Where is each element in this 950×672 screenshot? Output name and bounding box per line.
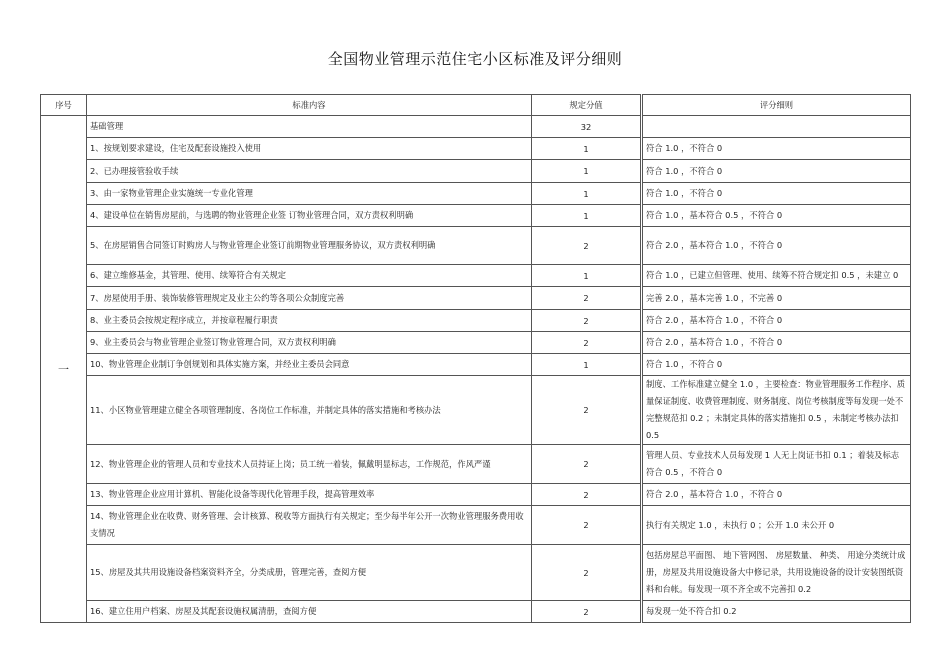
table-row [41, 205, 911, 227]
row-score: 1 [532, 354, 642, 376]
row-score: 1 [532, 183, 642, 205]
row-content: 1、按规划要求建设，住宅及配套设施投入使用 [87, 138, 532, 160]
row-score: 32 [532, 116, 642, 138]
row-score: 2 [532, 445, 642, 484]
row-rule: 包括房屋总平面图、 地下管网图、 房屋数量、 种类、 用途分类统计成册，房屋及共用设施设备大中修记录，共用设施设备的设计安装图纸资料和台帐。每发现一项不齐全或不完善扣 0.2 [642, 545, 911, 601]
row-rule: 制度、工作标准建立健全 1.0 ，主要检查：物业管理服务工作程序、质量保证制度、收费管理制度、财务制度、岗位考核制度等每发现一处不完整规范扣 0.2 ；未制定具体的落实措施扣 0.5 ，未制定考核办法扣 0.5 [642, 376, 911, 445]
row-rule: 符合 1.0 ，不符合 0 [642, 354, 911, 376]
table-row [41, 265, 911, 287]
table-row [41, 376, 911, 445]
row-score: 2 [532, 310, 642, 332]
header-row [41, 95, 911, 116]
row-content: 11、小区物业管理建立健全各项管理制度、各岗位工作标准，并制定具体的落实措施和考核办法 [87, 376, 532, 445]
row-rule: 符合 1.0 ，已建立但管理、使用、续筹不符合规定扣 0.5 ，未建立 0 [642, 265, 911, 287]
row-content: 7、房屋使用手册、装饰装修管理规定及业主公约等各项公众制度完善 [87, 287, 532, 310]
table-row [41, 332, 911, 354]
row-rule: 符合 1.0 ，不符合 0 [642, 138, 911, 160]
row-rule: 管理人员、专业技术人员每发现 1 人无上岗证书扣 0.1 ；着装及标志符合 0.5 ，不符合 0 [642, 445, 911, 484]
table-row [41, 138, 911, 160]
row-content: 15、房屋及其共用设施设备档案资料齐全，分类成册，管理完善，查阅方便 [87, 545, 532, 601]
row-rule: 符合 1.0 ，不符合 0 [642, 160, 911, 183]
row-content: 10、物业管理企业制订争创规划和具体实施方案，并经业主委员会同意 [87, 354, 532, 376]
row-score: 2 [532, 545, 642, 601]
row-content: 基础管理 [87, 116, 532, 138]
row-rule [642, 116, 911, 138]
table-row [41, 445, 911, 484]
row-score: 1 [532, 205, 642, 227]
table-row [41, 545, 911, 601]
row-content: 3、由一家物业管理企业实施统一专业化管理 [87, 183, 532, 205]
header-score: 规定分值 [532, 95, 642, 116]
row-rule: 符合 2.0 ，基本符合 1.0 ，不符合 0 [642, 332, 911, 354]
row-score: 2 [532, 227, 642, 265]
page-title: 全国物业管理示范住宅小区标准及评分细则 [327, 50, 623, 68]
row-rule: 符合 2.0 ，基本符合 1.0 ，不符合 0 [642, 310, 911, 332]
row-content: 9、业主委员会与物业管理企业签订物业管理合同，双方责权利明确 [87, 332, 532, 354]
row-rule: 符合 2.0 ，基本符合 1.0 ，不符合 0 [642, 484, 911, 506]
header-content: 标准内容 [87, 95, 532, 116]
table-row [41, 354, 911, 376]
table-row [41, 116, 911, 138]
row-rule: 执行有关规定 1.0 ，未执行 0 ；公开 1.0 未公开 0 [642, 506, 911, 545]
row-rule: 符合 2.0 ，基本符合 1.0 ，不符合 0 [642, 227, 911, 265]
row-score: 1 [532, 160, 642, 183]
row-score: 2 [532, 601, 642, 623]
row-content: 5、在房屋销售合同签订时购房人与物业管理企业签订前期物业管理服务协议，双方责权利明确 [87, 227, 532, 265]
header-seq: 序号 [41, 95, 87, 116]
row-score: 1 [532, 265, 642, 287]
row-content: 8、业主委员会按规定程序成立，并按章程履行职责 [87, 310, 532, 332]
table-row [41, 506, 911, 545]
row-rule: 符合 1.0 ，不符合 0 [642, 183, 911, 205]
row-content: 12、物业管理企业的管理人员和专业技术人员持证上岗；员工统一着装，佩戴明显标志，工作规范，作风严谨 [87, 445, 532, 484]
row-score: 2 [532, 506, 642, 545]
row-score: 2 [532, 484, 642, 506]
row-score: 2 [532, 287, 642, 310]
scoring-table [40, 94, 911, 623]
row-content: 2、已办理接管验收手续 [87, 160, 532, 183]
row-content: 4、建设单位在销售房屋前，与选聘的物业管理企业签 订物业管理合同，双方责权利明确 [87, 205, 532, 227]
row-rule: 每发现一处不符合扣 0.2 [642, 601, 911, 623]
row-rule: 符合 1.0 ，基本符合 0.5 ，不符合 0 [642, 205, 911, 227]
table-row [41, 160, 911, 183]
table-row [41, 287, 911, 310]
table-row [41, 183, 911, 205]
table-row [41, 484, 911, 506]
row-score: 1 [532, 138, 642, 160]
row-rule: 完善 2.0 ，基本完善 1.0 ，不完善 0 [642, 287, 911, 310]
row-content: 6、建立维修基金，其管理、使用、续筹符合有关规定 [87, 265, 532, 287]
header-rule: 评分细则 [642, 95, 911, 116]
row-score: 2 [532, 376, 642, 445]
table-row [41, 601, 911, 623]
row-content: 14、物业管理企业在收费、财务管理、会计核算、税收等方面执行有关规定；至少每半年公开一次物业管理服务费用收支情况 [87, 506, 532, 545]
row-score: 2 [532, 332, 642, 354]
row-content: 16、建立住用户档案、房屋及其配套设施权属清册，查阅方便 [87, 601, 532, 623]
row-content: 13、物业管理企业应用计算机、智能化设备等现代化管理手段，提高管理效率 [87, 484, 532, 506]
table-row [41, 227, 911, 265]
table-row [41, 310, 911, 332]
section-number: 一 [41, 116, 87, 623]
